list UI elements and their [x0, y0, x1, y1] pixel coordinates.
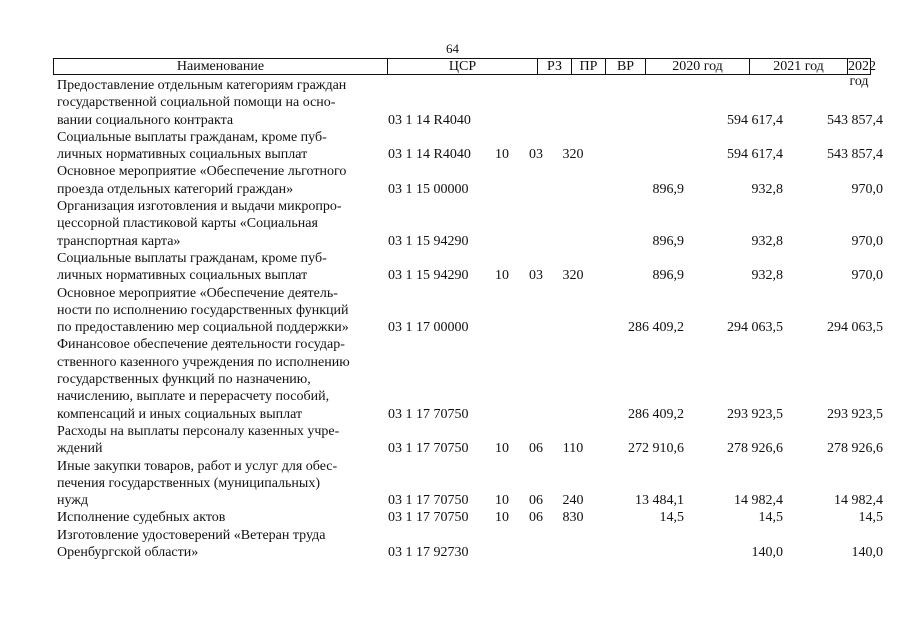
row-2020: 272 910,6: [628, 441, 684, 457]
row-name-line: Основное мероприятие «Обеспечение льготного: [57, 164, 347, 180]
row-name-line: Расходы на выплаты персоналу казенных учре-: [57, 423, 340, 439]
row-pr: 06: [529, 510, 543, 526]
row-2021: 932,8: [751, 233, 783, 249]
row-csr: 03 1 15 94290: [388, 268, 469, 284]
row-name: [57, 285, 375, 337]
row-name: [57, 163, 375, 198]
table-row: [0, 129, 905, 164]
row-name-line: Основное мероприятие «Обеспечение деятель-: [57, 285, 338, 301]
row-2020: 286 409,2: [628, 406, 684, 422]
row-name-line: Исполнение судебных актов: [57, 510, 226, 526]
row-name: [57, 129, 375, 164]
row-csr: 03 1 17 70750: [388, 406, 469, 422]
row-csr: 03 1 17 00000: [388, 320, 469, 336]
row-name-line: государственной социальной помощи на осно-: [57, 95, 336, 111]
row-name: [57, 527, 375, 562]
row-rz: 10: [495, 441, 509, 457]
row-name: [57, 77, 375, 129]
row-2021: 14,5: [758, 510, 783, 526]
row-name-line: Финансовое обеспечение деятельности государ-: [57, 337, 345, 353]
row-csr: 03 1 15 94290: [388, 233, 469, 249]
row-pr: 06: [529, 441, 543, 457]
row-name-line: Оренбургской области»: [57, 545, 199, 561]
row-name-line: начислению, выплате и перерасчету пособий,: [57, 389, 330, 405]
table-row: [0, 250, 905, 285]
row-2022: 14,5: [858, 510, 883, 526]
row-name-line: нужд: [57, 493, 89, 509]
row-2020: 896,9: [652, 233, 684, 249]
header-2021: 2021 год: [750, 59, 848, 74]
row-2021: 594 617,4: [727, 112, 783, 128]
row-name: [57, 423, 375, 458]
row-2022: 543 857,4: [827, 112, 883, 128]
row-name-line: Организация изготовления и выдачи микропро-: [57, 199, 342, 215]
row-2021: 278 926,6: [727, 441, 783, 457]
row-csr: 03 1 17 70750: [388, 441, 469, 457]
row-name-line: Социальные выплаты гражданам, кроме пуб-: [57, 129, 327, 145]
header-2022: 2022 год: [848, 59, 876, 89]
table-row: [0, 336, 905, 423]
row-vr: 320: [562, 268, 584, 284]
row-vr: 830: [562, 510, 584, 526]
row-2021: 140,0: [751, 545, 783, 561]
row-name: [57, 250, 375, 285]
row-2020: 13 484,1: [635, 493, 684, 509]
row-2022: 14 982,4: [834, 493, 883, 509]
row-csr: 03 1 17 70750: [388, 493, 469, 509]
row-csr: 03 1 14 R4040: [388, 112, 471, 128]
row-name-line: Иные закупки товаров, работ и услуг для обес-: [57, 458, 338, 474]
table-row: [0, 77, 905, 129]
row-name-line: Предоставление отдельным категориям граждан: [57, 78, 347, 93]
row-vr: 320: [562, 147, 584, 163]
table-row: [0, 285, 905, 337]
table-body: [0, 77, 905, 561]
row-2020: 896,9: [652, 268, 684, 284]
page-number: 64: [446, 41, 459, 56]
row-2022: 970,0: [851, 181, 883, 197]
table-row: [0, 458, 905, 510]
row-2021: 293 923,5: [727, 406, 783, 422]
row-2020: 14,5: [659, 510, 684, 526]
row-csr: 03 1 14 R4040: [388, 147, 471, 163]
row-name-line: транспортная карта»: [57, 233, 181, 249]
row-name-line: компенсаций и иных социальных выплат: [57, 406, 303, 422]
row-2020: 286 409,2: [628, 320, 684, 336]
row-name-line: цессорной пластиковой карты «Социальная: [57, 216, 318, 232]
row-name-line: личных нормативных социальных выплат: [57, 268, 308, 284]
header-rz: РЗ: [538, 59, 572, 74]
row-2022: 970,0: [851, 233, 883, 249]
row-name: [57, 336, 375, 422]
header-2020: 2020 год: [646, 59, 750, 74]
row-2022: 278 926,6: [827, 441, 883, 457]
row-2021: 594 617,4: [727, 147, 783, 163]
row-name-line: государственных функций по назначению,: [57, 372, 311, 388]
row-name-line: вании социального контракта: [57, 112, 234, 128]
table-row: [0, 423, 905, 458]
row-name: [57, 509, 375, 526]
row-2020: 896,9: [652, 181, 684, 197]
row-name-line: ждений: [57, 441, 103, 457]
table-row: [0, 509, 905, 526]
row-2022: 294 063,5: [827, 320, 883, 336]
row-name-line: печения государственных (муниципальных): [57, 475, 320, 491]
row-name: [57, 198, 375, 250]
row-name-line: Социальные выплаты гражданам, кроме пуб-: [57, 250, 327, 266]
row-pr: 06: [529, 493, 543, 509]
row-rz: 10: [495, 493, 509, 509]
row-name-line: ственного казенного учреждения по исполнению: [57, 354, 350, 370]
table-row: [0, 163, 905, 198]
row-2022: 293 923,5: [827, 406, 883, 422]
row-csr: 03 1 17 70750: [388, 510, 469, 526]
row-name-line: ности по исполнению государственных функций: [57, 302, 349, 318]
row-name-line: личных нормативных социальных выплат: [57, 147, 308, 163]
row-name-line: Изготовление удостоверений «Ветеран труда: [57, 527, 326, 543]
header-pr: ПР: [572, 59, 606, 74]
row-rz: 10: [495, 268, 509, 284]
row-name: [57, 458, 375, 510]
header-name: Наименование: [54, 59, 388, 74]
row-2021: 932,8: [751, 268, 783, 284]
row-name-line: по предоставлению мер социальной поддержки»: [57, 320, 349, 336]
table-row: [0, 198, 905, 250]
row-csr: 03 1 15 00000: [388, 181, 469, 197]
row-2022: 543 857,4: [827, 147, 883, 163]
row-vr: 240: [562, 493, 584, 509]
row-pr: 03: [529, 268, 543, 284]
row-name-line: проезда отдельных категорий граждан»: [57, 181, 294, 197]
row-2022: 970,0: [851, 268, 883, 284]
row-2022: 140,0: [851, 545, 883, 561]
row-pr: 03: [529, 147, 543, 163]
row-2021: 932,8: [751, 181, 783, 197]
row-rz: 10: [495, 510, 509, 526]
table-row: [0, 527, 905, 562]
header-csr: ЦСР: [388, 59, 538, 74]
row-vr: 110: [562, 441, 584, 457]
row-2021: 14 982,4: [734, 493, 783, 509]
row-csr: 03 1 17 92730: [388, 545, 469, 561]
row-2021: 294 063,5: [727, 320, 783, 336]
row-rz: 10: [495, 147, 509, 163]
header-vr: ВР: [606, 59, 646, 74]
